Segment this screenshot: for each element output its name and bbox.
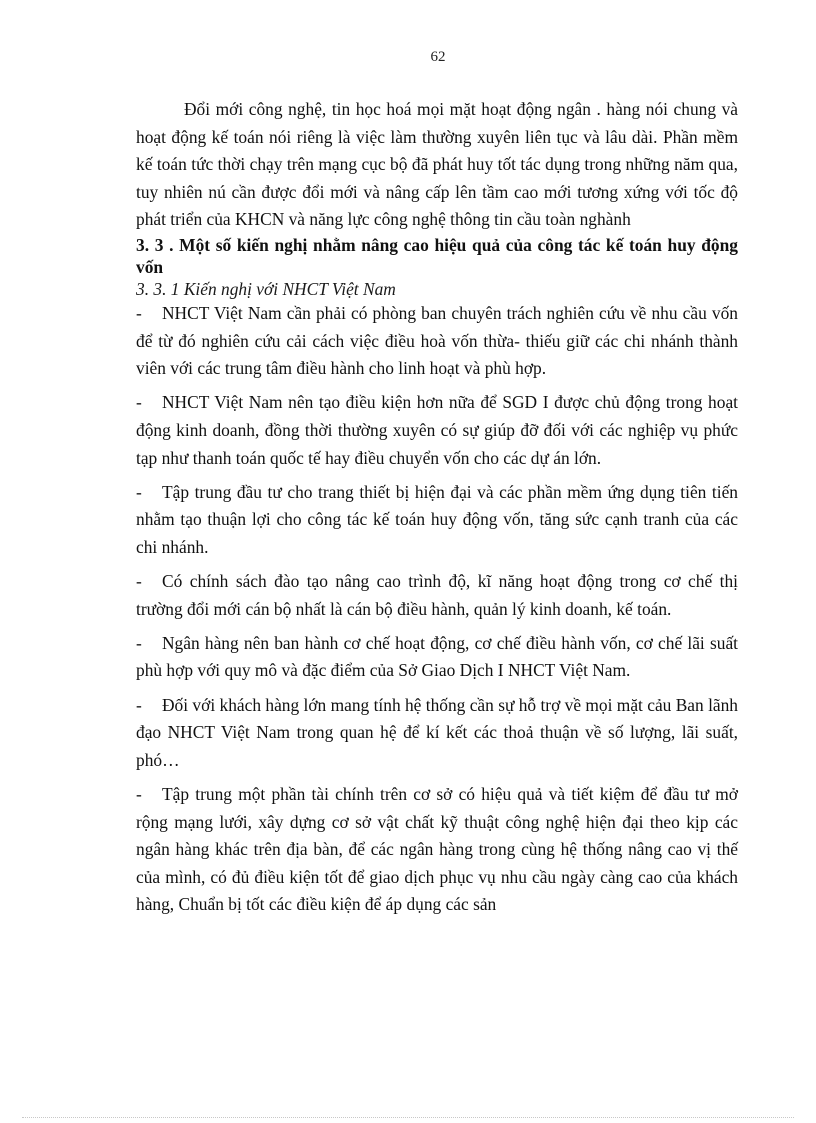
list-item: [136, 568, 738, 623]
bullet-dash: -: [136, 392, 142, 413]
list-item-text: Tập trung một phần tài chính trên cơ sở có hiệu quả và tiết kiệm để đầu tư mở rộng mạng lưới, xây dựng cơ sở vật chất kỹ thuật công nghệ hiện đại theo kịp các ngân hàng khác trên địa bàn, để các ngân hàng trong cùng hệ thống nâng cao vị thế của mình, có đủ điều kiện tốt để giao dịch phục vụ nhu cầu ngày càng cao của khách hàng, Chuẩn bị tốt các điều kiện để áp dụng các sản: [136, 784, 738, 915]
list-item: [136, 389, 738, 472]
list-item: [136, 479, 738, 562]
list-item: [136, 692, 738, 775]
footer-divider: [22, 1117, 794, 1118]
bullet-dash: -: [136, 571, 142, 592]
bullet-dash: -: [136, 784, 142, 805]
bullet-dash: -: [136, 481, 142, 502]
list-item: [136, 300, 738, 383]
list-item: [136, 781, 738, 919]
intro-paragraph: Đổi mới công nghệ, tin học hoá mọi mặt hoạt động ngân . hàng nói chung và hoạt động kế toán nói riêng là việc làm thường xuyên liên tục và lâu dài. Phần mềm kế toán tức thời chạy trên mạng cục bộ đã phát huy tốt tác dụng trong những năm qua, tuy nhiên nú cần được đổi mới và nâng cấp lên tầm cao mới tương xứng với tốc độ phát triển của KHCN và năng lực công nghệ thông tin cầu toàn nghành: [136, 99, 738, 230]
page-number: 62: [430, 49, 446, 65]
bullet-dash: -: [136, 694, 142, 715]
recommendation-list: [136, 300, 738, 919]
list-item: [136, 630, 738, 685]
bullet-dash: -: [136, 302, 142, 323]
bullet-dash: -: [136, 632, 142, 653]
list-item-text: Tập trung đầu tư cho trang thiết bị hiện đại và các phần mềm ứng dụng tiên tiến nhằm tạo thuận lợi cho công tác kế toán huy động vốn, tăng sức cạnh tranh của các chi nhánh.: [136, 481, 738, 557]
list-item-text: Đối với khách hàng lớn mang tính hệ thống cần sự hỗ trợ về mọi mặt cảu Ban lãnh đạo NHCT Việt Nam trong quan hệ để kí kết các thoả thuận về số lượng, lãi suất, phó…: [136, 694, 739, 770]
subsection-heading: 3. 3. 1 Kiến nghị với NHCT Việt Nam: [136, 278, 396, 299]
section-heading: 3. 3 . Một số kiến nghị nhằm nâng cao hiệu quả của công tác kế toán huy động vốn: [136, 234, 738, 277]
list-item-text: Có chính sách đào tạo nâng cao trình độ, kĩ năng hoạt động trong cơ chế thị trường đổi mới cán bộ nhất là cán bộ điều hành, quản lý kinh doanh, kế toán.: [136, 571, 738, 619]
list-item-text: NHCT Việt Nam cần phải có phòng ban chuyên trách nghiên cứu về nhu cầu vốn để từ đó nghiên cứu cải cách việc điều hoà vốn thừa- thiếu giữ các chi nhánh thành viên với các trung tâm điều hành cho linh hoạt và phù hợp.: [136, 302, 738, 379]
list-item-text: NHCT Việt Nam nên tạo điều kiện hơn nữa để SGD I được chủ động trong hoạt động kinh doanh, đồng thời thường xuyên có sự giúp đỡ đối với các nghiệp vụ phức tạp như thanh toán quốc tế hay điều chuyển vốn cho các dự án lớn.: [136, 392, 738, 468]
document-body: [136, 96, 738, 926]
list-item-text: Ngân hàng nên ban hành cơ chế hoạt động, cơ chế điều hành vốn, cơ chế lãi suất phù hợp với quy mô và đặc điểm của Sở Giao Dịch I NHCT Việt Nam.: [136, 632, 738, 681]
